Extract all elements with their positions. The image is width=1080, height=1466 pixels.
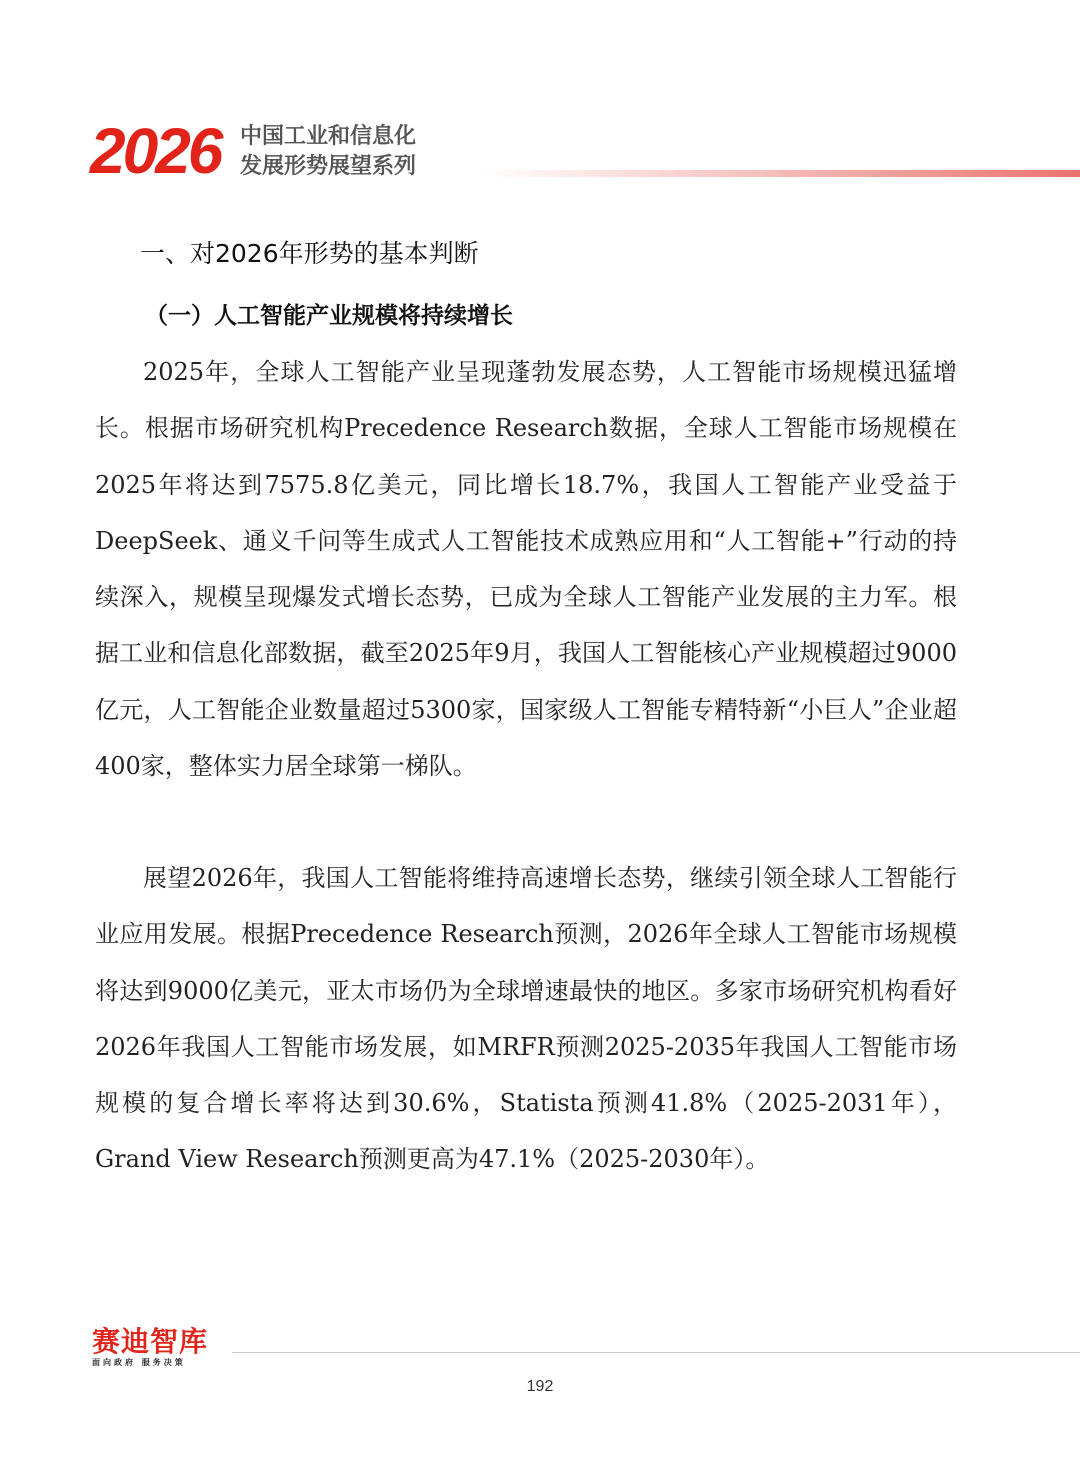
series-year-logo: 2026 (90, 115, 221, 187)
section-heading: 一、对2026年形势的基本判断 (140, 239, 479, 268)
footer-logo-tagline: 面向政府 服务决策 (92, 1358, 186, 1367)
page-header (90, 115, 1080, 188)
body-paragraph-2: 展望2026年，我国人工智能将维持高速增长态势，继续引领全球人工智能行业应用发展。根据Precedence Research预测，2026年全球人工智能市场规模将达到9000亿美元，亚太市场仍为全球增速最快的地区。多家市场研究机构看好2026年我国人工智能市场发展，如MRFR预测2025-2035年我国人工智能市场规模的复合增长率将达到30.6%，Statista预测41.8%（2025-2031年），Grand View Research预测更高为47.1%（2025-2030年）。 (95, 864, 957, 1174)
series-title (240, 122, 416, 182)
ccid-think-tank-logo (92, 1326, 227, 1368)
body-paragraph-1: 2025年，全球人工智能产业呈现蓬勃发展态势，人工智能市场规模迅猛增长。根据市场研究机构Precedence Research数据，全球人工智能市场规模在2025年将达到7575.8亿美元，同比增长18.7%，我国人工智能产业受益于DeepSeek、通义千问等生成式人工智能技术成熟应用和“人工智能+”行动的持续深入，规模呈现爆发式增长态势，已成为全球人工智能产业发展的主力军。根据工业和信息化部数据，截至2025年9月，我国人工智能核心产业规模超过9000亿元，人工智能企业数量超过5300家，国家级人工智能专精特新“小巨人”企业超400家，整体实力居全球第一梯队。 (95, 358, 957, 781)
footer-rule (232, 1352, 1080, 1353)
series-title-line2: 发展形势展望系列 (240, 154, 417, 179)
header-gradient-rule (480, 170, 1080, 177)
footer-logo-name: 赛迪智库 (92, 1325, 209, 1358)
subsection-heading: （一）人工智能产业规模将持续增长 (145, 302, 513, 329)
page-number: 192 (526, 1378, 554, 1395)
series-title-line1: 中国工业和信息化 (240, 124, 417, 149)
